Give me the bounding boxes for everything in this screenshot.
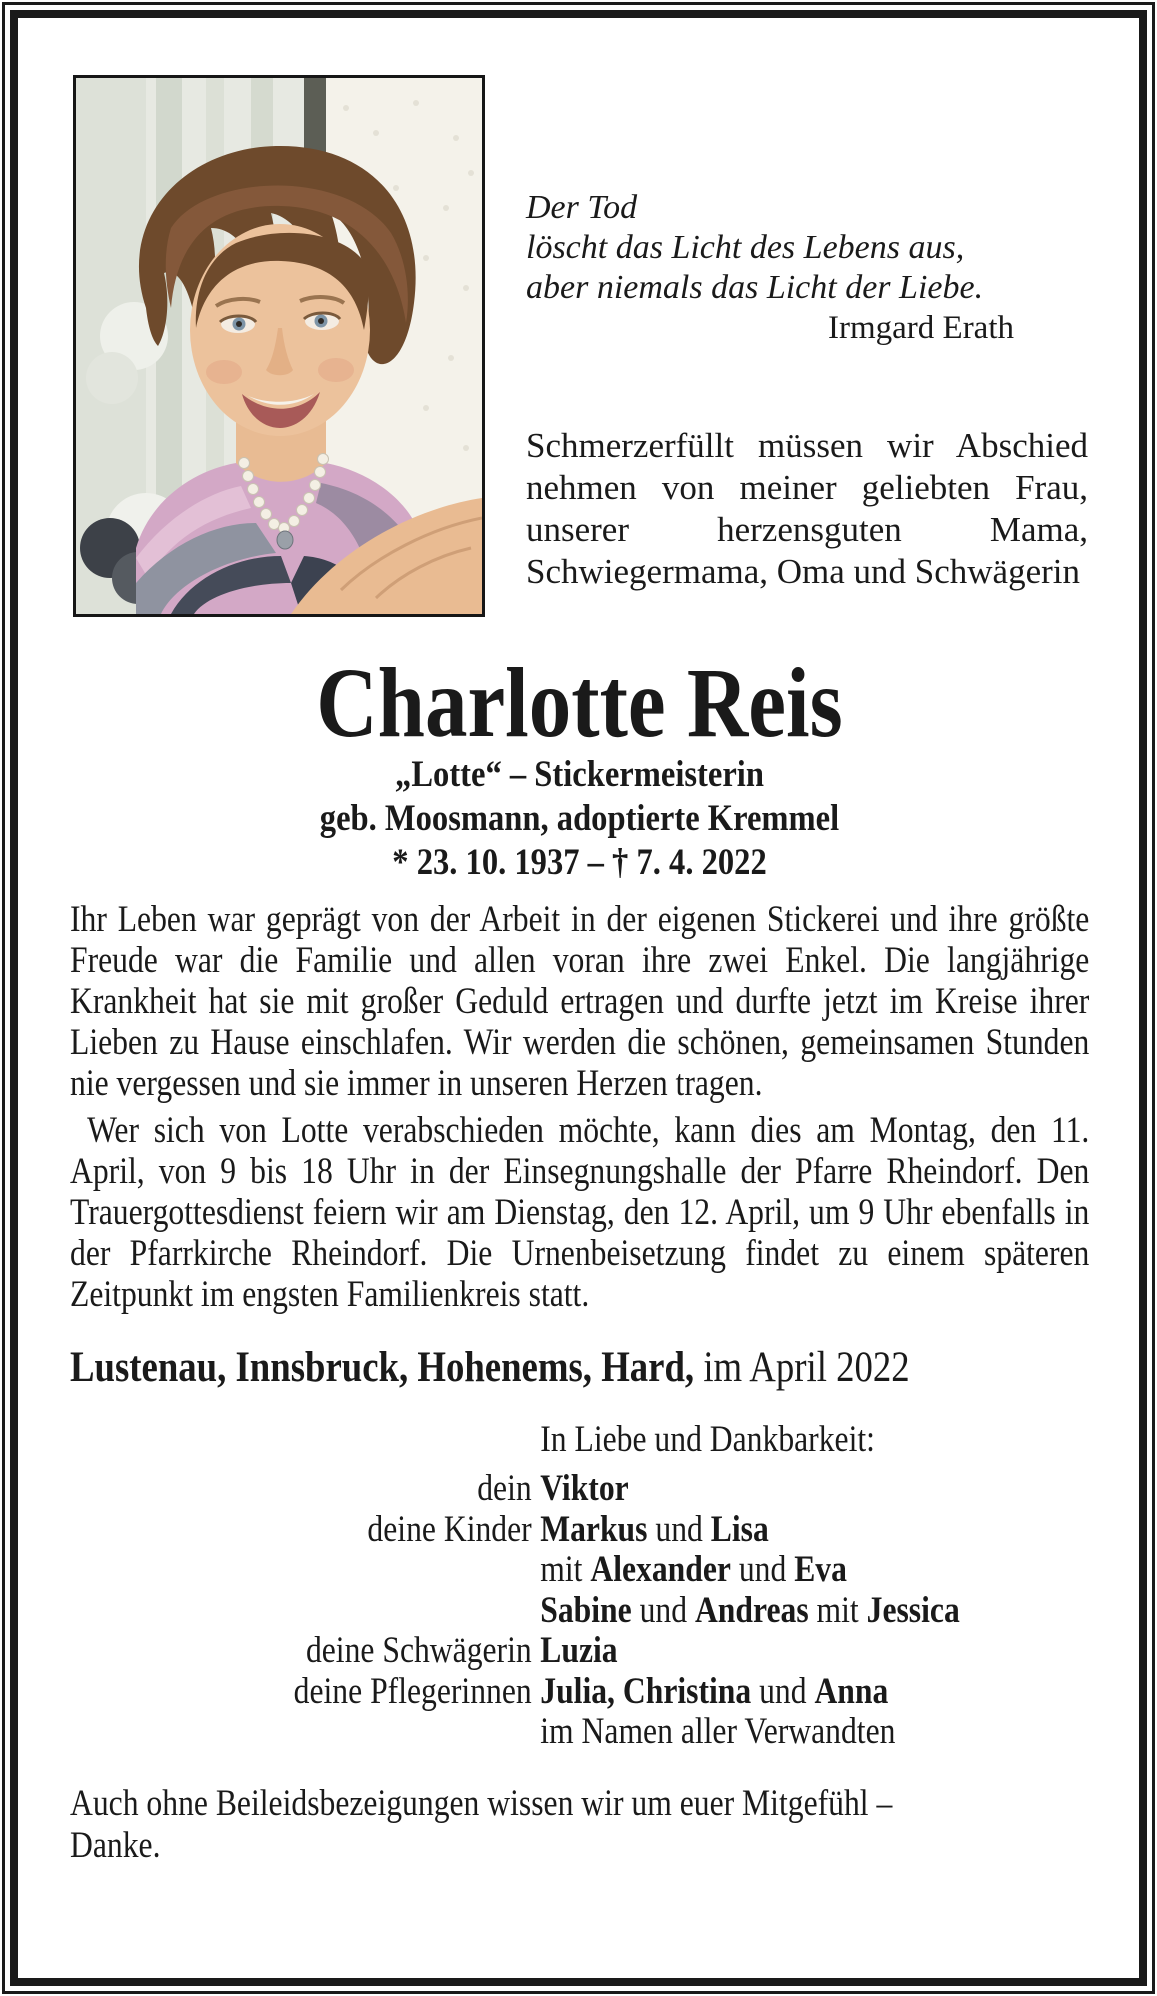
mourner-connector: und <box>631 1589 695 1631</box>
quote-line: Der Tod <box>526 189 638 226</box>
mourner-name: Anna <box>814 1670 889 1712</box>
mourner-name: Viktor <box>540 1468 629 1509</box>
places-date-line <box>70 1345 1089 1391</box>
condolence-note: Auch ohne Beileidsbezeigungen wissen wir um euer Mitgefühl – Danke. <box>70 1782 893 1866</box>
mourner-relation-label <box>70 1712 532 1753</box>
header-text-column <box>526 18 1088 628</box>
mourner-connector: mit <box>808 1589 867 1631</box>
opening-quote <box>526 188 1088 308</box>
lower-text-block <box>70 899 1089 1867</box>
mourner-relation-label: deine Schwägerin <box>305 1630 532 1671</box>
portrait-photo <box>73 75 485 617</box>
mourner-relation-label: deine Pflegerinnen <box>293 1670 532 1712</box>
quote-attribution: Irmgard Erath <box>828 310 1014 346</box>
mourner-name: Eva <box>794 1549 847 1590</box>
quote-line: löscht das Licht des Lebens aus, <box>526 229 965 266</box>
closing-heading: In Liebe und Dankbarkeit: <box>540 1419 875 1460</box>
quote-line: aber niemals das Licht der Liebe. <box>526 269 984 306</box>
mourner-name: Markus <box>540 1508 648 1550</box>
mourner-name: Sabine <box>540 1589 632 1631</box>
mourner-connector: und <box>751 1670 815 1712</box>
mourner-names <box>540 1510 1089 1551</box>
mourner-names <box>540 1672 1089 1713</box>
deceased-nickname: „Lotte“ – Stickermeisterin <box>395 754 764 795</box>
mourner-relation-label <box>70 1591 532 1632</box>
intro-paragraph: Schmerzerfüllt müssen wir Abschied nehmen von meiner geliebten Frau, unserer herzensguten Mama, Schwiegermama, Oma und Schwägerin <box>526 426 1088 591</box>
deceased-name: Charlotte Reis <box>316 647 843 758</box>
mourner-connector: im Namen aller Verwandten <box>540 1711 896 1752</box>
mourner-names <box>540 1631 1089 1672</box>
places-bold: Lustenau, Innsbruck, Hohenems, Hard, <box>70 1344 695 1391</box>
mourner-connector: mit <box>540 1549 591 1590</box>
mourner-names <box>540 1591 1089 1632</box>
mourner-relation-label: dein <box>477 1468 532 1509</box>
date-regular: im April 2022 <box>694 1344 910 1391</box>
mourner-relation-label <box>70 1550 532 1591</box>
deceased-dates: * 23. 10. 1937 – † 7. 4. 2022 <box>392 842 767 883</box>
mourner-names <box>540 1712 1089 1753</box>
mourner-name: Luzia <box>540 1630 618 1671</box>
mourner-connector: und <box>730 1549 795 1590</box>
mourners-list <box>70 1469 1089 1753</box>
life-paragraph: Ihr Leben war geprägt von der Arbeit in der eigenen Stickerei und ihre größte Freude war die Familie und allen voran ihre zwei Enkel. Die langjährige Krankheit hat sie mit großer Geduld ertragen und durfte jetzt im Kreise ihrer Lieben zu Hause einschlafen. Wir werden die schönen, gemeinsamen Stunden nie vergessen und sie immer in unseren Herzen tragen. <box>70 899 1090 1104</box>
mourner-names <box>540 1550 1089 1591</box>
mourner-connector: und <box>647 1508 711 1550</box>
mourner-name: Lisa <box>710 1508 769 1550</box>
obituary-content <box>18 18 1139 1978</box>
funeral-paragraph: Wer sich von Lotte verabschieden möchte, kann dies am Montag, den 11. April, von 9 bis 18 Uhr in der Einsegnungshalle der Pfarre Rheindorf. Den Trauergottesdienst feiern wir am Dienstag, den 12. April, um 9 Uhr ebenfalls in der Pfarrkirche Rheindorf. Die Urnenbeisetzung findet zu einem späteren Zeitpunkt im engsten Familienkreis statt. <box>70 1110 1090 1315</box>
header-section <box>70 18 1089 628</box>
mourner-relation-label: deine Kinder <box>367 1508 532 1550</box>
mourner-name: Julia, Christina <box>540 1670 752 1712</box>
deceased-birth-name: geb. Moosmann, adoptierte Kremmel <box>319 798 840 839</box>
mourner-name: Jessica <box>866 1589 960 1631</box>
mourner-names <box>540 1469 1089 1510</box>
closing-section <box>70 1419 1089 1753</box>
mourner-name: Andreas <box>694 1589 809 1631</box>
mourner-name: Alexander <box>590 1549 731 1590</box>
